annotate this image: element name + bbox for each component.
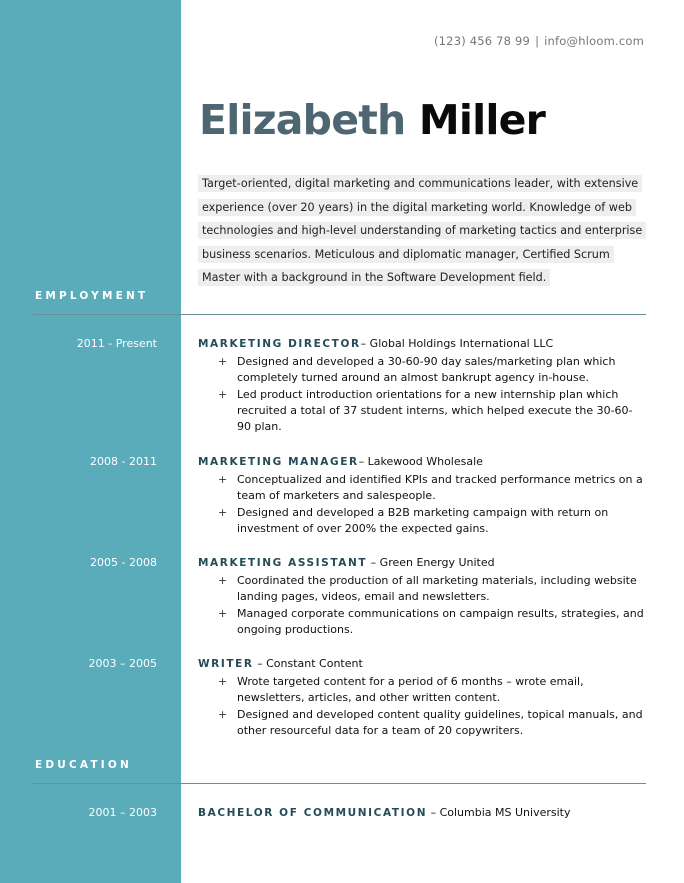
job-dates: 2011 - Present	[76, 337, 157, 350]
bullet-text: Coordinated the production of all marketing materials, including website landing pages, videos, email and newsletters.	[237, 574, 637, 604]
list-item	[218, 387, 646, 436]
education-divider	[33, 783, 646, 784]
summary-text: Target-oriented, digital marketing and communications leader, with extensive experience (over 20 years) in the digital marketing world. Knowledge of web technologies and high-level understanding of marketing tactics and enterprise business scenarios. Meticulous and diplomatic manager, Certified Scrum Master with a background in the Software Development field.	[198, 175, 646, 286]
education-heading-line	[198, 806, 570, 819]
bullet-text: Led product introduction orientations for a new internship plan which recruited a total of 37 student interns, which helped execute the 30-60-90 plan.	[237, 387, 633, 434]
education-heading: EDUCATION	[35, 759, 133, 771]
job-bullets	[218, 354, 646, 435]
job-employer: – Global Holdings International LLC	[360, 337, 554, 350]
plus-icon: +	[218, 675, 228, 688]
job-title: MARKETING ASSISTANT	[198, 557, 368, 569]
bullet-text: Conceptualized and identified KPIs and tracked performance metrics on a team of marketers and salespeople.	[237, 473, 643, 503]
plus-icon: +	[218, 355, 228, 368]
job-bullets	[218, 472, 646, 537]
job-bullets	[218, 573, 646, 638]
list-item	[218, 573, 646, 606]
bullet-text: Managed corporate communications on campaign results, strategies, and ongoing productions.	[237, 606, 644, 636]
job-bullets	[218, 674, 646, 739]
job-title: WRITER	[198, 658, 254, 670]
degree-title: BACHELOR OF COMMUNICATION	[198, 807, 428, 819]
list-item	[218, 606, 646, 639]
list-item	[218, 674, 646, 707]
candidate-name	[199, 96, 546, 144]
contact-email: info@hloom.com	[544, 34, 644, 48]
list-item	[218, 354, 646, 387]
list-item	[218, 505, 646, 538]
bullet-text: Designed and developed a B2B marketing campaign with return on investment of over 200% the expected gains.	[237, 505, 609, 535]
job-dates: 2008 - 2011	[90, 455, 157, 468]
job-heading	[198, 657, 363, 670]
job-employer: – Constant Content	[253, 657, 363, 670]
plus-icon: +	[218, 473, 228, 486]
plus-icon: +	[218, 707, 228, 721]
summary-block	[198, 172, 648, 290]
plus-icon: +	[218, 387, 228, 401]
plus-icon: +	[218, 574, 228, 587]
job-title: MARKETING MANAGER	[198, 456, 359, 468]
job-heading	[198, 337, 553, 350]
contact-phone: (123) 456 78 99	[433, 34, 531, 48]
job-heading	[198, 556, 495, 569]
plus-icon: +	[218, 505, 228, 519]
institution-name: – Columbia MS University	[427, 806, 571, 819]
contact-line	[434, 34, 644, 48]
employment-heading: EMPLOYMENT	[35, 290, 149, 302]
contact-separator: |	[535, 34, 540, 48]
last-name: Miller	[418, 96, 546, 144]
job-employer: – Green Energy United	[367, 556, 495, 569]
job-heading	[198, 455, 483, 468]
plus-icon: +	[218, 606, 228, 620]
bullet-text: Designed and developed a 30-60-90 day sales/marketing plan which completely turned around an almost bankrupt agency in-house.	[237, 355, 616, 385]
first-name: Elizabeth	[199, 96, 406, 144]
job-employer: – Lakewood Wholesale	[358, 455, 483, 468]
job-dates: 2003 – 2005	[88, 657, 157, 670]
list-item	[218, 707, 646, 740]
employment-divider	[33, 314, 646, 315]
list-item	[218, 472, 646, 505]
bullet-text: Designed and developed content quality guidelines, topical manuals, and other resourceful data for a team of 20 copywriters.	[237, 707, 643, 737]
job-dates: 2005 - 2008	[90, 556, 157, 569]
job-title: MARKETING DIRECTOR	[198, 338, 361, 350]
sidebar-band	[0, 0, 181, 883]
education-dates: 2001 – 2003	[88, 806, 157, 819]
bullet-text: Wrote targeted content for a period of 6 months – wrote email, newsletters, articles, and other written content.	[237, 675, 584, 705]
